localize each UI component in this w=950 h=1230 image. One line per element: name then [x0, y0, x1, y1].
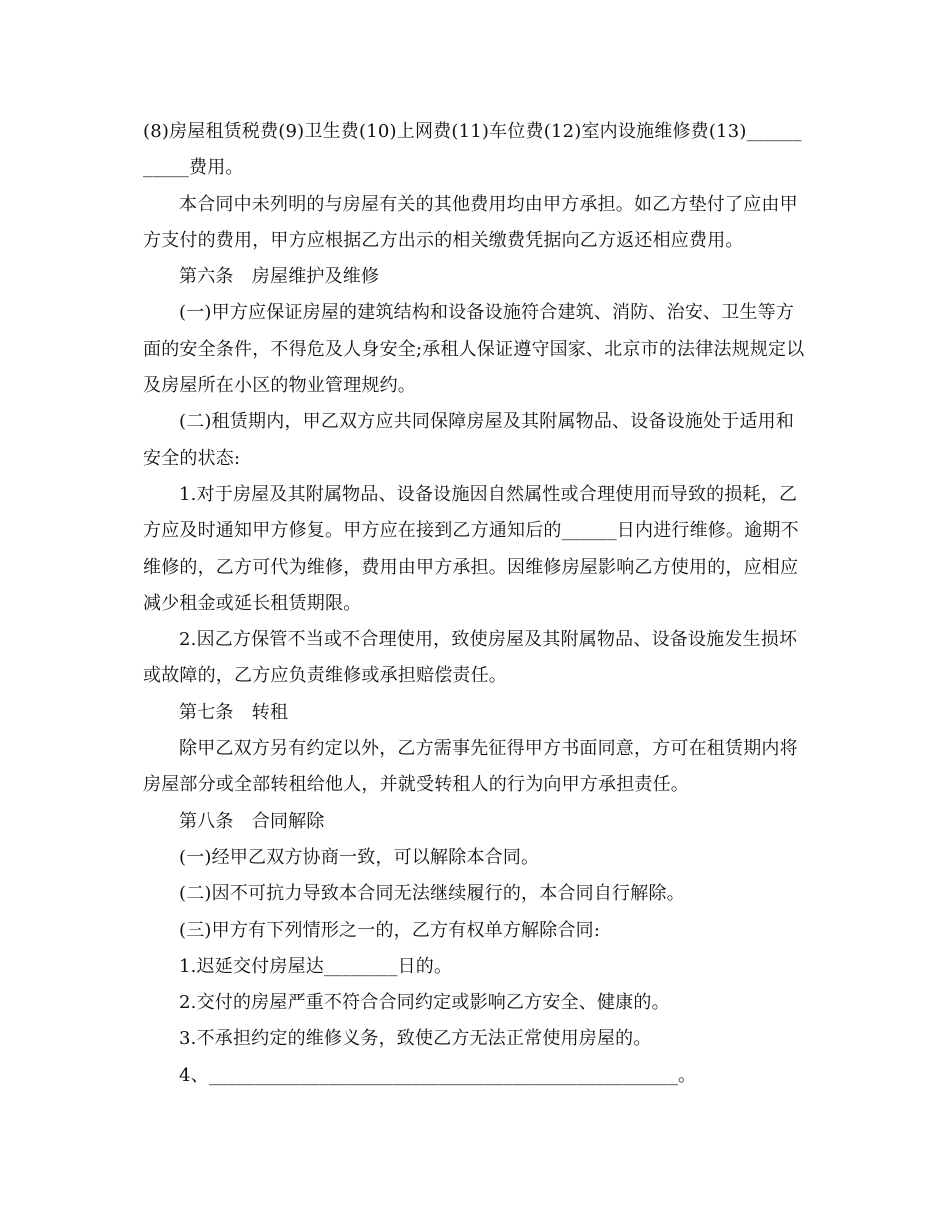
article-8-item-1: (一)经甲乙双方协商一致，可以解除本合同。	[179, 846, 540, 868]
article-6-heading: 第六条 房屋维护及维修	[179, 266, 380, 288]
article-6-item-2-sub-2: 2.因乙方保管不当或不合理使用，致使房屋及其附属物品、设备设施发生损坏或故障的，乙方应负责维修或承担赔偿责任。	[143, 629, 798, 687]
article-6-item-1: (一)甲方应保证房屋的建筑结构和设备设施符合建筑、消防、治安、卫生等方面的安全条件，不得危及人身安全;承租人保证遵守国家、北京市的法律法规规定以及房屋所在小区的物业管理规约。	[143, 302, 805, 397]
fee-list-continuation: (8)房屋租赁税费(9)卫生费(10)上网费(11)车位费(12)室内设施维修费(13)___________费用。	[143, 121, 802, 179]
article-8-item-3-sub-1: 1.迟延交付房屋达________日的。	[179, 955, 453, 977]
article-8-item-3-sub-4: 4、___________________________________________________。	[179, 1064, 697, 1086]
contract-body	[143, 114, 808, 1094]
article-8-item-3: (三)甲方有下列情形之一的，乙方有权单方解除合同:	[179, 919, 601, 941]
article-6-item-2: (二)租赁期内，甲乙双方应共同保障房屋及其附属物品、设备设施处于适用和安全的状态:	[143, 411, 795, 469]
other-fees-clause: 本合同中未列明的与房屋有关的其他费用均由甲方承担。如乙方垫付了应由甲方支付的费用，甲方应根据乙方出示的相关缴费凭据向乙方返还相应费用。	[143, 193, 798, 251]
article-8-heading: 第八条 合同解除	[179, 810, 325, 832]
article-7-body: 除甲乙双方另有约定以外，乙方需事先征得甲方书面同意，方可在租赁期内将房屋部分或全部转租给他人，并就受转租人的行为向甲方承担责任。	[143, 738, 798, 796]
article-8-item-3-sub-3: 3.不承担约定的维修义务，致使乙方无法正常使用房屋的。	[179, 1028, 652, 1050]
article-8-item-3-sub-2: 2.交付的房屋严重不符合合同约定或影响乙方安全、健康的。	[179, 992, 670, 1014]
article-8-item-2: (二)因不可抗力导致本合同无法继续履行的，本合同自行解除。	[179, 883, 685, 905]
article-7-heading: 第七条 转租	[179, 701, 289, 723]
article-6-item-2-sub-1: 1.对于房屋及其附属物品、设备设施因自然属性或合理使用而导致的损耗，乙方应及时通知甲方修复。甲方应在接到乙方通知后的______日内进行维修。逾期不维修的，乙方可代为维修，费用由甲方承担。因维修房屋影响乙方使用的，应相应减少租金或延长租赁期限。	[143, 483, 799, 614]
